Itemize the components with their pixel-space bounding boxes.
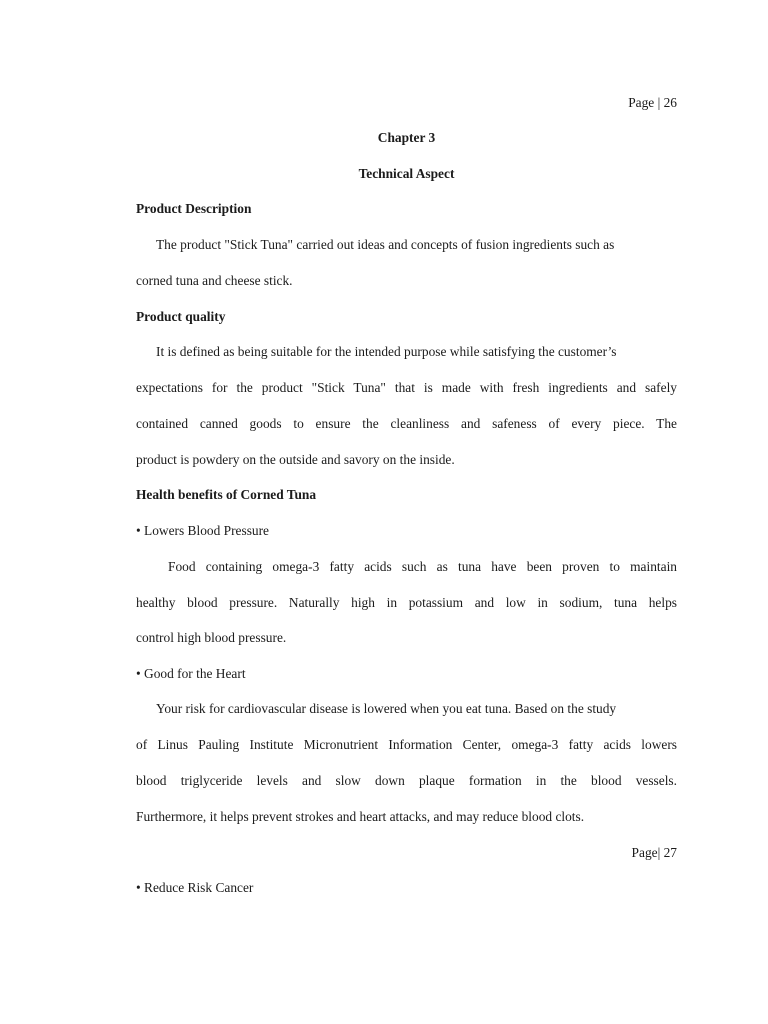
chapter-title: Chapter 3 (377, 130, 436, 145)
health-benefits-heading: Health benefits of Corned Tuna (136, 487, 317, 502)
product-quality-line-1: It is defined as being suitable for the intended purpose while satisfying the customer’s (156, 344, 617, 359)
blood-pressure-line-1: Food containing omega-3 fatty acids such as tuna have been proven to maintain (168, 559, 677, 574)
heart-line-1: Your risk for cardiovascular disease is lowered when you eat tuna. Based on the study (156, 701, 617, 716)
heart-line-4: Furthermore, it helps prevent strokes and heart attacks, and may reduce blood clots. (136, 809, 585, 824)
section-title: Technical Aspect (358, 166, 455, 181)
product-description-heading: Product Description (136, 201, 252, 216)
bullet-reduce-risk-cancer: • Reduce Risk Cancer (136, 880, 254, 895)
heart-line-2: of Linus Pauling Institute Micronutrient Information Center, omega-3 fatty acids lowers (136, 737, 677, 752)
blood-pressure-line-2: healthy blood pressure. Naturally high in potassium and low in sodium, tuna helps (136, 595, 677, 610)
page-number-26: Page | 26 (628, 95, 677, 110)
heart-line-3: blood triglyceride levels and slow down plaque formation in the blood vessels. (136, 773, 677, 788)
page-number-27: Page| 27 (631, 845, 677, 860)
bullet-good-for-heart: • Good for the Heart (136, 666, 246, 681)
bullet-lowers-blood-pressure: • Lowers Blood Pressure (136, 523, 269, 538)
product-quality-heading: Product quality (136, 309, 226, 324)
product-quality-line-4: product is powdery on the outside and savory on the inside. (136, 452, 455, 467)
product-quality-line-3: contained canned goods to ensure the cleanliness and safeness of every piece. The (136, 416, 677, 431)
product-description-line-2: corned tuna and cheese stick. (136, 273, 293, 288)
product-quality-line-2: expectations for the product "Stick Tuna" that is made with fresh ingredients and safely (136, 380, 677, 395)
blood-pressure-line-3: control high blood pressure. (136, 630, 287, 645)
product-description-line-1: The product "Stick Tuna" carried out ideas and concepts of fusion ingredients such as (156, 237, 615, 252)
